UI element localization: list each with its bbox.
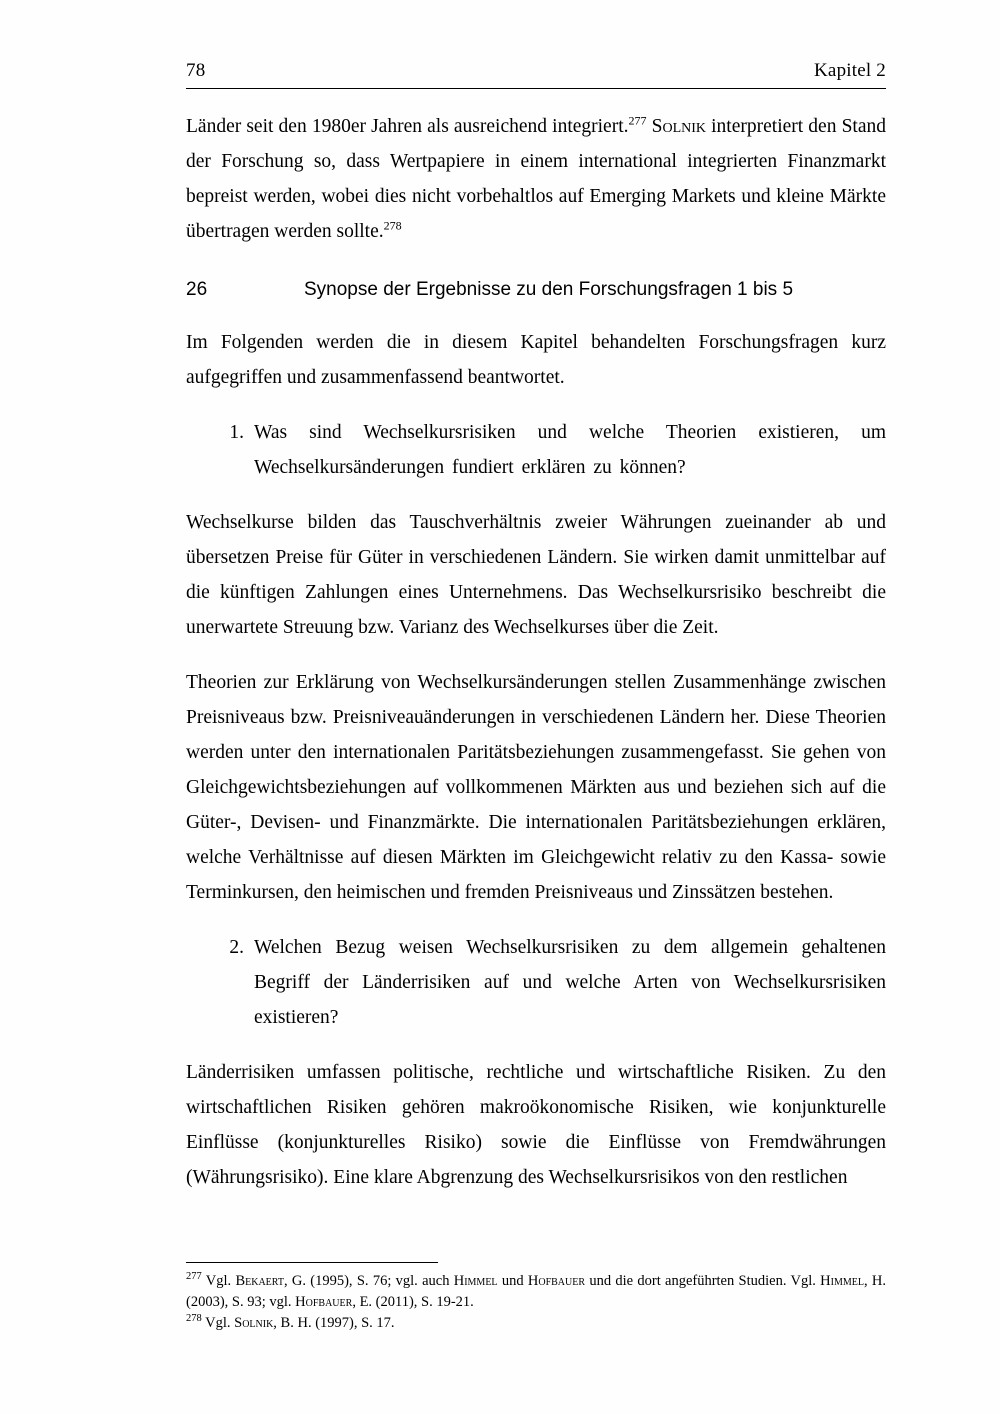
footnote-area <box>186 1262 886 1334</box>
footnote-ref-278[interactable]: 278 <box>383 218 402 233</box>
footnote-prefix: Vgl. <box>205 1273 236 1289</box>
footnote-prefix: Vgl. <box>205 1315 235 1331</box>
list-item-marker: 2. <box>229 937 244 958</box>
footnote-number: 277 <box>186 1271 202 1283</box>
footnote-author-solnik: Solnik <box>234 1315 274 1331</box>
footnote-author-himmel: Himmel <box>453 1273 498 1289</box>
footnote-text-5: , E. (2011), S. 19-21. <box>352 1294 474 1310</box>
footnote-separator <box>186 1262 438 1263</box>
list-item <box>186 930 886 1035</box>
chapter-label: Kapitel 2 <box>814 60 886 81</box>
footnote-author-himmel-2: Himmel <box>820 1273 864 1289</box>
footnote-author-hofbauer: Hofbauer <box>527 1273 586 1289</box>
footnote-278 <box>186 1313 886 1334</box>
footnote-number: 278 <box>186 1313 202 1325</box>
paragraph-intro <box>186 109 886 249</box>
list-item-text: Welchen Bezug weisen Wechselkursrisiken zu dem allgemein gehaltenen Begriff der Länderrisiken auf und welche Arten von Wechselkursrisiken existieren? <box>254 937 886 1028</box>
paragraph-5: Länderrisiken umfassen politische, rechtliche und wirtschaftliche Risiken. Zu den wirtschaftlichen Risiken gehören makroökonomische Risiken, wie konjunkturelle Einflüsse (konjunkturelles Risiko) sowie die Einflüsse von Fremdwährungen (Währungsrisiko). Eine klare Abgrenzung des Wechselkursrisikos von den restlichen <box>186 1062 886 1188</box>
header-rule <box>186 88 886 89</box>
author-solnik: Solnik <box>651 116 707 137</box>
question-list-1 <box>186 415 886 485</box>
section-title: Synopse der Ergebnisse zu den Forschungsfragen 1 bis 5 <box>304 279 794 300</box>
paragraph-4: Theorien zur Erklärung von Wechselkursänderungen stellen Zusammenhänge zwischen Preisniveaus bzw. Preisniveauänderungen in verschiedenen Ländern her. Diese Theorien werden unter den internationalen Paritätsbeziehungen zusammengefasst. Sie gehen von Gleichgewichtsbeziehungen auf vollkommenen Märkten aus und beziehen sich auf die Güter-, Devisen- und Finanzmärkte. Die internationalen Paritätsbeziehungen erklären, welche Verhältnisse auf diesen Märkten im Gleichgewicht relativ zu den Kassa- sowie Terminkursen, den heimischen und fremden Preisniveaus und Zinssätzen bestehen. <box>186 672 886 903</box>
footnote-text-1: , G. (1995), S. 76; vgl. auch <box>283 1273 454 1289</box>
list-item-marker: 1. <box>229 422 244 443</box>
list-item-text: Was sind Wechselkursrisiken und welche Theorien existieren, um Wechselkursänderungen fundiert erklären zu können? <box>254 422 886 478</box>
paragraph-2: Im Folgenden werden die in diesem Kapitel behandelten Forschungsfragen kurz aufgegriffen und zusammenfassend beantwortet. <box>186 332 886 388</box>
section-number: 26 <box>186 279 208 300</box>
paragraph-3: Wechselkurse bilden das Tauschverhältnis zweier Währungen zueinander ab und übersetzen Preise für Güter in verschiedenen Ländern. Sie wirken damit unmittelbar auf die künftigen Zahlungen eines Unternehmens. Das Wechselkursrisiko beschreibt die unerwartete Streuung bzw. Varianz des Wechselkurses über die Zeit. <box>186 512 886 638</box>
footnote-ref-277[interactable]: 277 <box>628 113 647 128</box>
footnote-text-3: und die dort angeführten Studien. Vgl. <box>585 1273 821 1289</box>
page-number: 78 <box>186 60 206 81</box>
paragraph-intro-part1: Länder seit den 1980er Jahren als ausreichend integriert. <box>186 116 629 137</box>
footnote-text-2: und <box>497 1273 528 1289</box>
footnote-text-1: , B. H. (1997), S. 17. <box>273 1315 395 1331</box>
list-item <box>186 415 886 485</box>
question-list-2 <box>186 930 886 1035</box>
paragraph-intro-part2: interpretiert den Stand der Forschung so, dass Wertpapiere in einem international integrierten Finanzmarkt bepreist werden, wobei dies nicht vorbehaltlos auf Emerging Markets und kleine Märkte übertragen werden sollte. <box>186 116 886 242</box>
footnote-text-4: , H. (2003), S. 93; vgl. <box>186 1273 886 1310</box>
footnote-277 <box>186 1271 886 1313</box>
section-heading <box>186 279 886 301</box>
running-head <box>186 60 886 88</box>
footnote-author-bekaert: Bekaert <box>235 1273 284 1289</box>
footnote-author-hofbauer-2: Hofbauer <box>295 1294 353 1310</box>
page-content <box>186 60 886 1215</box>
